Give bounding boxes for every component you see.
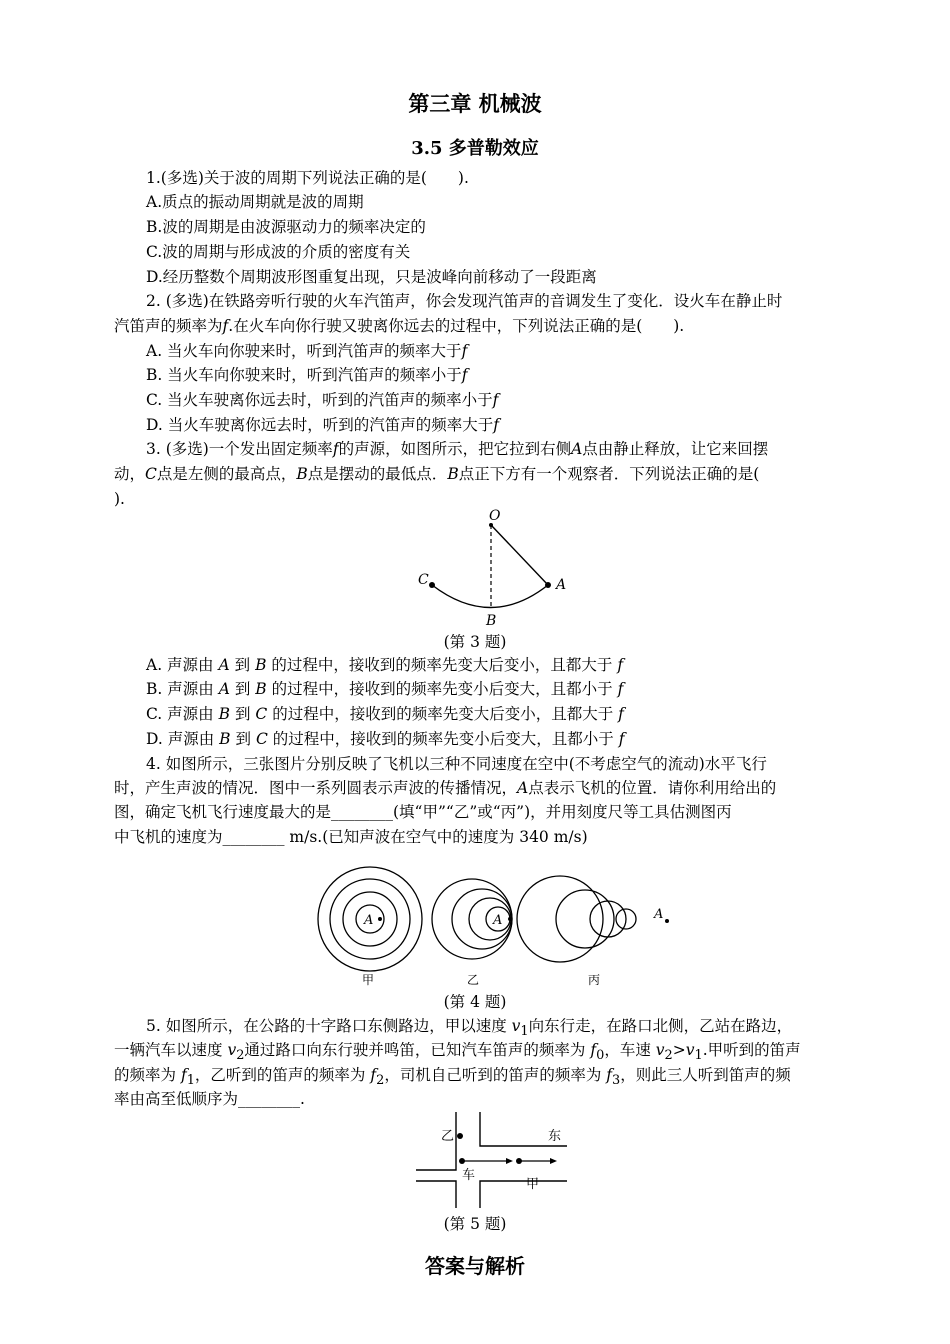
point-c <box>429 582 435 588</box>
q3-option-b: B. 声源由 A 到 B 的过程中，接收到的频率先变小后变大，且都小于 f <box>146 680 624 698</box>
label-car: 车 <box>462 1168 476 1183</box>
q3-option-d: D. 声源由 B 到 C 的过程中，接收到的频率先变小后变大，且都小于 f <box>146 730 625 748</box>
label-b: B <box>486 613 497 629</box>
q1-option-b: B.波的周期是由波源驱动力的频率决定的 <box>146 218 426 236</box>
label-yi: 乙 <box>441 1129 455 1144</box>
q5-line2: 一辆汽车以速度 $v_2$通过路口向东行驶并鸣笛，已知汽车笛声的频率为 $f_0$，车速 $v_2>v_1$.甲听到的笛声 <box>114 1041 801 1064</box>
point-label-yi: A <box>493 913 503 928</box>
q5-line3: 的频率为 $f_1$，乙听到的笛声的频率为 $f_2$，司机自己听到的笛声的频率为 $f_3$，则此三人听到笛声的频 <box>114 1066 791 1089</box>
plane-point-bing <box>665 919 669 923</box>
point-label-jia: A <box>364 913 374 928</box>
answers-title: 答案与解析 <box>425 1254 525 1278</box>
label-jia: 甲 <box>362 973 375 987</box>
q3-stem-line1: 3. (多选)一个发出固定频率f的声源，如图所示，把它拉到右侧A点由静止释放，让它来回摆 <box>146 440 769 458</box>
section-title: 3.5 多普勒效应 <box>411 138 539 159</box>
pendulum-figure <box>410 505 580 630</box>
q2-option-d: D. 当火车驶离你远去时，听到的汽笛声的频率大于f <box>146 416 499 434</box>
label-c: C <box>418 572 429 588</box>
chapter-title: 第三章 机械波 <box>408 91 542 116</box>
q3-stem-line3: ). <box>114 490 125 508</box>
q3-caption: (第 3 题) <box>443 633 507 651</box>
q3-option-c: C. 声源由 B 到 C 的过程中，接收到的频率先变大后变小，且都大于 f <box>146 705 624 723</box>
q2-option-c: C. 当火车驶离你远去时，听到的汽笛声的频率小于f <box>146 391 499 409</box>
plane-point-yi <box>508 917 512 921</box>
label-bing: 丙 <box>588 973 601 987</box>
q2-stem-line1: 2. (多选)在铁路旁听行驶的火车汽笛声，你会发现汽笛声的音调发生了变化．设火车在静止时 <box>146 292 783 310</box>
label-yi: 乙 <box>467 973 480 987</box>
label-jia: 甲 <box>526 1177 540 1192</box>
label-o: O <box>489 508 501 524</box>
q3-option-a: A. 声源由 A 到 B 的过程中，接收到的频率先变大后变小，且都大于 f <box>146 656 624 674</box>
q1-stem: 1.(多选)关于波的周期下列说法正确的是( ). <box>146 169 469 187</box>
q4-line1: 4. 如图所示，三张图片分别反映了飞机以三种不同速度在空中(不考虑空气的流动)水平飞行 <box>146 755 767 773</box>
q2-stem-line2: 汽笛声的频率为f.在火车向你行驶又驶离你远去的过程中，下列说法正确的是( ). <box>114 317 685 335</box>
q4-line3: 图，确定飞机飞行速度最大的是________(填“甲”“乙”或“丙”)，并用刻度尺等工具估测图丙 <box>114 803 732 821</box>
point-label-bing: A <box>654 907 664 922</box>
road-edge-sw <box>416 1181 456 1208</box>
car-arrow-head <box>506 1158 513 1164</box>
q4-caption: (第 4 题) <box>443 993 507 1011</box>
q1-option-d: D.经历整数个周期波形图重复出现，只是波峰向前移动了一段距离 <box>146 268 597 286</box>
label-east: 东 <box>548 1129 562 1144</box>
plane-point-jia <box>378 917 382 921</box>
sound-wave-figure <box>310 866 680 991</box>
figure-bing <box>517 876 636 962</box>
q5-line4: 率由高至低顺序为________. <box>114 1090 305 1108</box>
point-a <box>545 582 551 588</box>
q4-line2: 时，产生声波的情况．图中一系列圆表示声波的传播情况，A点表示飞机的位置．请你利用给出的 <box>114 779 777 797</box>
q1-option-c: C.波的周期与形成波的介质的密度有关 <box>146 243 411 261</box>
label-a: A <box>556 577 567 593</box>
q1-option-a: A.质点的振动周期就是波的周期 <box>146 193 364 211</box>
q4-line4: 中飞机的速度为________ m/s.(已知声波在空气中的速度为 340 m/s) <box>114 828 588 846</box>
q2-option-a: A. 当火车向你驶来时，听到汽笛声的频率大于f <box>146 342 468 360</box>
q3-stem-line2: 动，C点是左侧的最高点，B点是摆动的最低点．B点正下方有一个观察者．下列说法正确的是( <box>114 465 760 483</box>
person-yi-dot <box>457 1133 463 1139</box>
q2-option-b: B. 当火车向你驶来时，听到汽笛声的频率小于f <box>146 366 468 384</box>
pendulum-string <box>491 525 548 585</box>
intersection-figure <box>412 1108 572 1210</box>
road-edge-se <box>480 1181 567 1208</box>
jia-arrow-head <box>550 1158 557 1164</box>
pendulum-arc <box>432 585 548 608</box>
q5-line1: 5. 如图所示，在公路的十字路口东侧路边，甲以速度 $v_1$向东行走，在路口北侧，乙站在路边， <box>146 1017 793 1040</box>
q5-caption: (第 5 题) <box>443 1215 507 1233</box>
